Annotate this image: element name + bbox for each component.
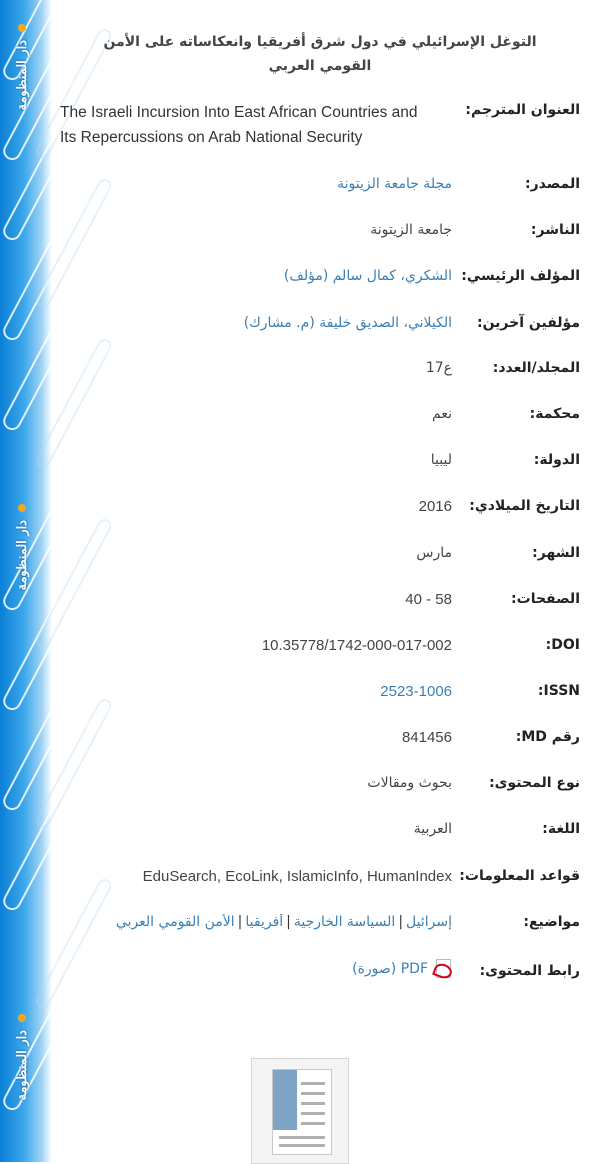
field-value: 2016 (418, 497, 452, 515)
content-link-wrap (60, 959, 452, 983)
logo: دار المنظومة (2, 500, 42, 610)
field-row-publisher (60, 213, 580, 247)
field-value: 10.35778/1742-000-017-002 (261, 636, 452, 654)
subject-link[interactable]: السياسة الخارجية (293, 914, 396, 930)
field-label: المؤلف الرئيسي: (461, 268, 580, 284)
field-row-country (60, 443, 580, 477)
subjects-list: إسرائيل|السياسة الخارجية|أفريقيا|الأمن القومي العربي (115, 914, 452, 930)
field-row-md-number (60, 720, 580, 754)
field-label: الشهر: (532, 545, 580, 561)
subject-link[interactable]: إسرائيل (406, 914, 452, 930)
field-label: الصفحات: (511, 591, 580, 607)
field-label: ISSN: (537, 683, 580, 699)
field-row-peer-reviewed (60, 397, 580, 431)
field-row-month (60, 536, 580, 570)
logo: دار المنظومة (2, 20, 42, 130)
subject-link[interactable]: الأمن القومي العربي (115, 914, 235, 930)
field-value: جامعة الزيتونة (370, 222, 452, 238)
field-value: مارس (416, 545, 452, 561)
field-value: EduSearch, EcoLink, IslamicInfo, HumanIndex (142, 867, 452, 885)
field-label: رقم MD: (515, 729, 580, 745)
translated-title-label: العنوان المترجم: (465, 102, 580, 118)
field-row-databases (60, 859, 580, 893)
field-row-year (60, 489, 580, 523)
subject-link[interactable]: أفريقيا (245, 914, 284, 930)
pdf-icon (434, 959, 452, 979)
main-author-link[interactable]: الشكري، كمال سالم (مؤلف) (283, 268, 452, 284)
other-authors-link[interactable]: الكيلاني، الصديق خليفة (م. مشارك) (243, 315, 452, 331)
field-value: بحوث ومقالات (367, 775, 452, 791)
field-value: 841456 (401, 728, 452, 746)
field-value: نعم (432, 406, 452, 422)
field-row-source (60, 167, 580, 201)
field-label: المصدر: (525, 176, 580, 192)
pdf-link[interactable] (352, 959, 452, 979)
field-row-volume-issue (60, 351, 580, 385)
field-label: اللغة: (542, 821, 580, 837)
field-value: ليبيا (430, 452, 452, 468)
field-row-content-link (60, 954, 580, 988)
document-thumbnail[interactable] (251, 1058, 349, 1164)
pdf-link-text: PDF (صورة) (352, 961, 428, 977)
page-title: التوغل الإسرائيلي في دول شرق أفريقيا وانعكاساته على الأمن القومي العربي (103, 34, 537, 74)
field-label: نوع المحتوى: (489, 775, 580, 791)
side-banner (0, 0, 52, 1162)
field-value: 40 - 58 (405, 590, 452, 608)
field-label: DOI: (545, 637, 580, 653)
translated-title-value: The Israeli Incursion Into East African Countries and Its Repercussions on Arab National Security (60, 104, 418, 146)
field-label: محكمة: (529, 406, 580, 422)
field-label: قواعد المعلومات: (459, 868, 580, 884)
field-row-language (60, 812, 580, 846)
field-value: ع17 (425, 360, 452, 376)
field-row-subjects (60, 905, 580, 939)
field-label: مؤلفين آخرين: (476, 315, 580, 331)
field-row-other-authors (60, 306, 580, 340)
field-label: الناشر: (530, 222, 580, 238)
field-label: التاريخ الميلادي: (469, 498, 580, 514)
field-row-doi (60, 628, 580, 662)
source-link[interactable]: مجلة جامعة الزيتونة (337, 176, 452, 192)
field-label: الدولة: (533, 452, 580, 468)
page-thumbnail-icon (272, 1069, 332, 1155)
field-row-pages (60, 582, 580, 616)
field-value: العربية (413, 821, 452, 837)
field-row-issn (60, 674, 580, 708)
field-label: رابط المحتوى: (479, 963, 580, 979)
field-row-content-type (60, 766, 580, 800)
field-label: مواضيع: (523, 914, 580, 930)
field-label: المجلد/العدد: (492, 360, 580, 376)
issn-link[interactable]: 2523-1006 (380, 682, 452, 700)
logo: دار المنظومة (2, 1010, 42, 1120)
field-row-main-author (60, 259, 580, 293)
